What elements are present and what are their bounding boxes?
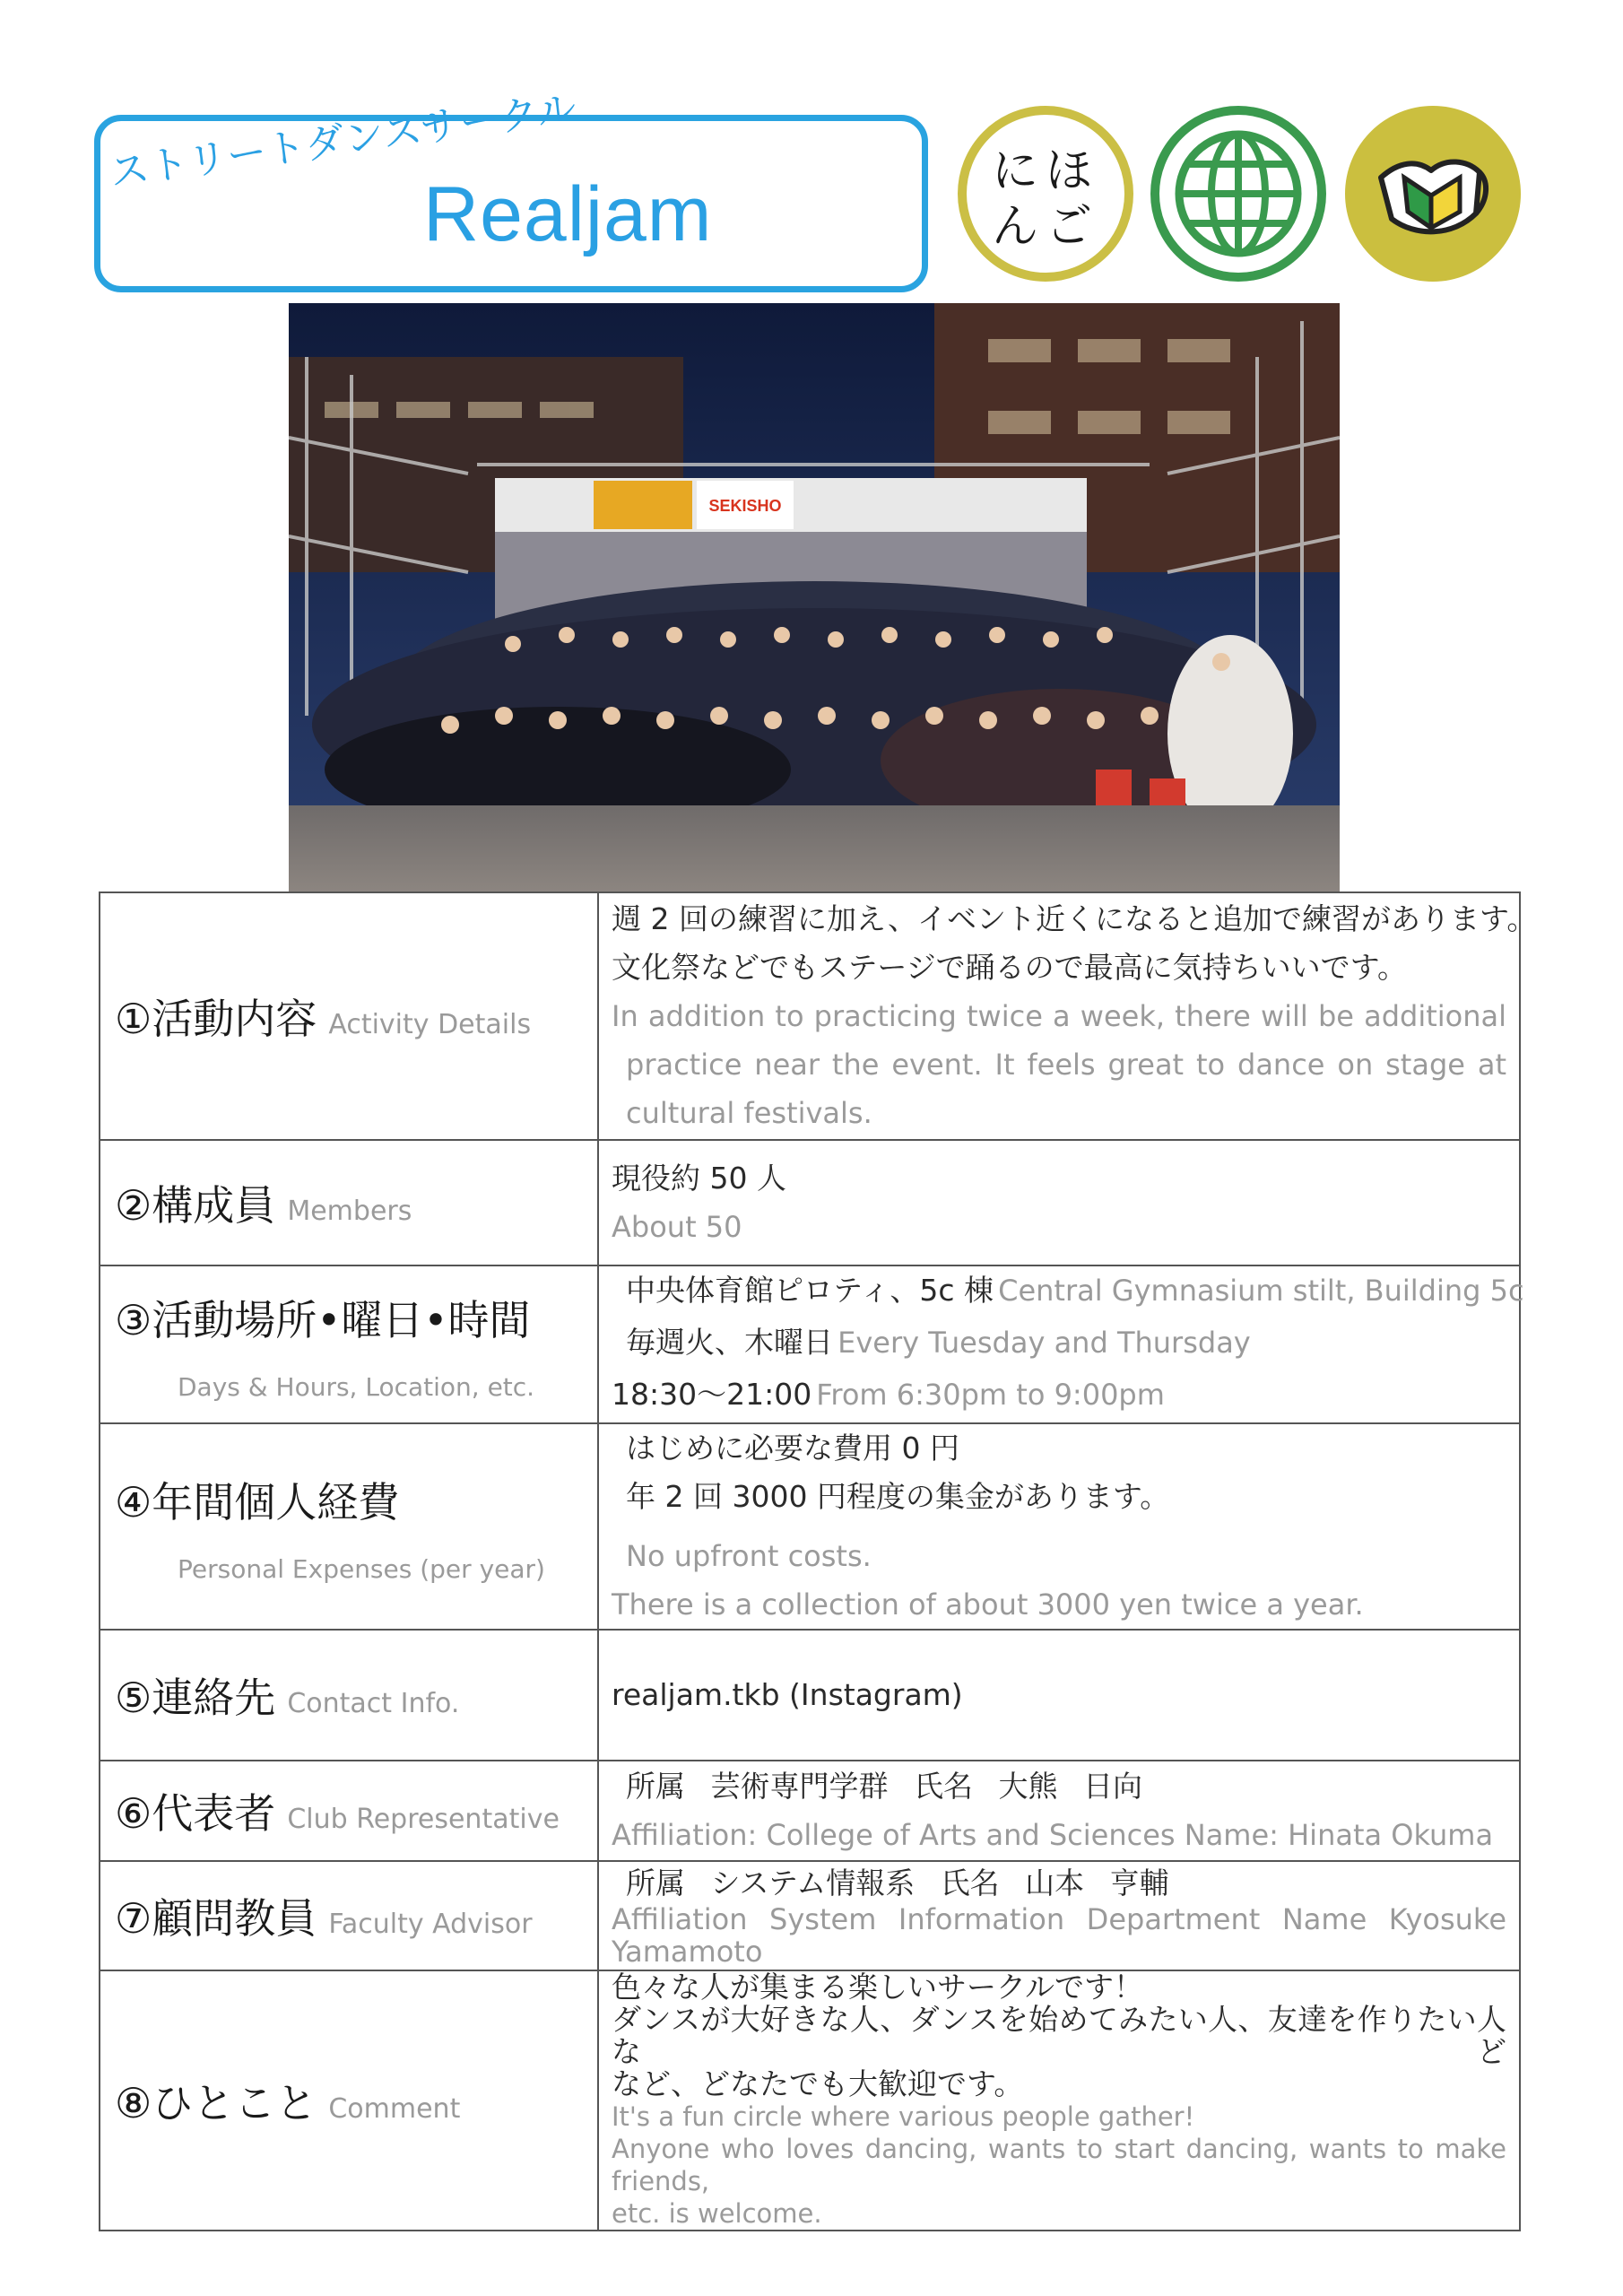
text-line: No upfront costs. bbox=[626, 1539, 872, 1573]
label-jp: ①活動内容 bbox=[115, 995, 317, 1043]
text-line bbox=[612, 1266, 1524, 1318]
text-line: It's a fun circle where various people gather! bbox=[612, 2101, 1195, 2132]
content-cell bbox=[598, 1761, 1520, 1861]
club-info-table bbox=[99, 891, 1537, 2231]
label-en: Personal Expenses (per year) bbox=[178, 1553, 545, 1584]
group-photo bbox=[289, 303, 1340, 891]
row-club-representative bbox=[100, 1761, 1520, 1861]
globe-icon bbox=[1150, 106, 1326, 282]
days-en: Every Tuesday and Thursday bbox=[838, 1326, 1251, 1360]
time-en: From 6:30pm to 9:00pm bbox=[816, 1378, 1165, 1412]
row-location-schedule bbox=[100, 1265, 1520, 1423]
text-line: 現役約 50 人 bbox=[612, 1161, 786, 1196]
location-jp: 中央体育館ピロティ、5c 棟 bbox=[626, 1273, 994, 1308]
text-line: 週 2 回の練習に加え、イベント近くになると追加で練習があります。 bbox=[612, 901, 1537, 936]
text-line bbox=[612, 1318, 1506, 1370]
instagram-handle: realjam.tkb (Instagram) bbox=[612, 1677, 963, 1712]
text-line: In addition to practicing twice a week, there will be additional bbox=[612, 999, 1506, 1033]
text-line: There is a collection of about 3000 yen twice a year. bbox=[612, 1587, 1364, 1622]
text-line: Anyone who loves dancing, wants to start dancing, wants to make friends, bbox=[612, 2134, 1506, 2196]
label-jp: ⑦顧問教員 bbox=[115, 1894, 317, 1943]
text-line: 所属 芸術専門学群 氏名 大熊 日向 bbox=[626, 1769, 1142, 1804]
text-line: cultural festivals. bbox=[626, 1096, 872, 1130]
title-box bbox=[94, 85, 928, 292]
label-cell bbox=[100, 1265, 598, 1423]
time-jp: 18:30～21:00 bbox=[612, 1377, 812, 1412]
label-en: Activity Details bbox=[328, 1009, 532, 1040]
text-line: Yamamoto bbox=[612, 1935, 763, 1969]
club-title: Realjam bbox=[423, 171, 713, 257]
japanese-language-badge-text bbox=[967, 144, 1124, 255]
label-jp: ④年間個人経費 bbox=[115, 1477, 400, 1526]
content-cell bbox=[598, 1861, 1520, 1970]
text-line: 所属 システム情報系 氏名 山本 亨輔 bbox=[626, 1866, 1169, 1900]
text-line: Affiliation System Information Department Name Kyosuke bbox=[612, 1902, 1506, 1936]
text-line: practice near the event. It feels great to dance on stage at bbox=[626, 1048, 1506, 1082]
japanese-language-badge bbox=[958, 106, 1133, 282]
location-en: Central Gymnasium stilt, Building 5c bbox=[998, 1274, 1524, 1308]
label-cell bbox=[100, 1761, 598, 1861]
label-jp: ②構成員 bbox=[115, 1181, 276, 1230]
label-cell bbox=[100, 892, 598, 1140]
label-jp: ⑧ひとこと bbox=[115, 2079, 317, 2127]
label-en: Faculty Advisor bbox=[328, 1909, 533, 1940]
content-cell bbox=[598, 1140, 1520, 1265]
text-line: はじめに必要な費用 0 円 bbox=[626, 1431, 959, 1465]
text-line: etc. is welcome. bbox=[612, 2198, 822, 2229]
badge-text: にほ んご bbox=[991, 144, 1099, 254]
club-subtitle: ストリートダンスサークル bbox=[107, 85, 579, 196]
label-cell bbox=[100, 1861, 598, 1970]
label-en: Days & Hours, Location, etc. bbox=[178, 1371, 535, 1402]
content-cell bbox=[598, 1423, 1520, 1630]
content-cell bbox=[598, 892, 1537, 1140]
content-cell bbox=[598, 1970, 1520, 2231]
label-en: Club Representative bbox=[287, 1804, 560, 1835]
label-jp: ③活動場所•曜日•時間 bbox=[115, 1295, 531, 1344]
text-line: 文化祭などでもステージで踊るので最高に気持ちいいです。 bbox=[612, 950, 1408, 985]
row-faculty-advisor bbox=[100, 1861, 1520, 1970]
row-comment bbox=[100, 1970, 1520, 2231]
label-cell bbox=[100, 1140, 598, 1265]
label-cell bbox=[100, 1423, 598, 1630]
muscle-beginner-mark-icon bbox=[1345, 106, 1521, 282]
row-personal-expenses bbox=[100, 1423, 1520, 1630]
text-line: 色々な人が集まる楽しいサークルです！ bbox=[612, 1970, 1144, 2005]
row-contact-info bbox=[100, 1630, 1520, 1761]
text-line: ダンスが大好きな人、ダンスを始めてみたい人、友達を作りたい人など bbox=[612, 2002, 1506, 2069]
label-en: Contact Info. bbox=[287, 1688, 460, 1719]
label-jp: ⑥代表者 bbox=[115, 1789, 276, 1838]
text-line bbox=[612, 1370, 1506, 1422]
text-line: About 50 bbox=[612, 1210, 742, 1244]
label-en: Comment bbox=[328, 2093, 461, 2125]
row-activity-details bbox=[100, 892, 1520, 1140]
label-cell bbox=[100, 1630, 598, 1761]
label-cell bbox=[100, 1970, 598, 2231]
days-jp: 毎週火、木曜日 bbox=[626, 1325, 833, 1360]
label-jp: ⑤連絡先 bbox=[115, 1674, 276, 1722]
content-cell bbox=[598, 1265, 1524, 1423]
content-cell bbox=[598, 1630, 1520, 1761]
row-members bbox=[100, 1140, 1520, 1265]
text-line: 年 2 回 3000 円程度の集金があります。 bbox=[626, 1479, 1170, 1514]
text-line: など、どなたでも大歓迎です。 bbox=[612, 2066, 1024, 2101]
banner-logo: SEKISHO bbox=[708, 497, 782, 515]
text-line: Affiliation: College of Arts and Sciences Name: Hinata Okuma bbox=[612, 1818, 1494, 1852]
label-en: Members bbox=[287, 1196, 412, 1227]
